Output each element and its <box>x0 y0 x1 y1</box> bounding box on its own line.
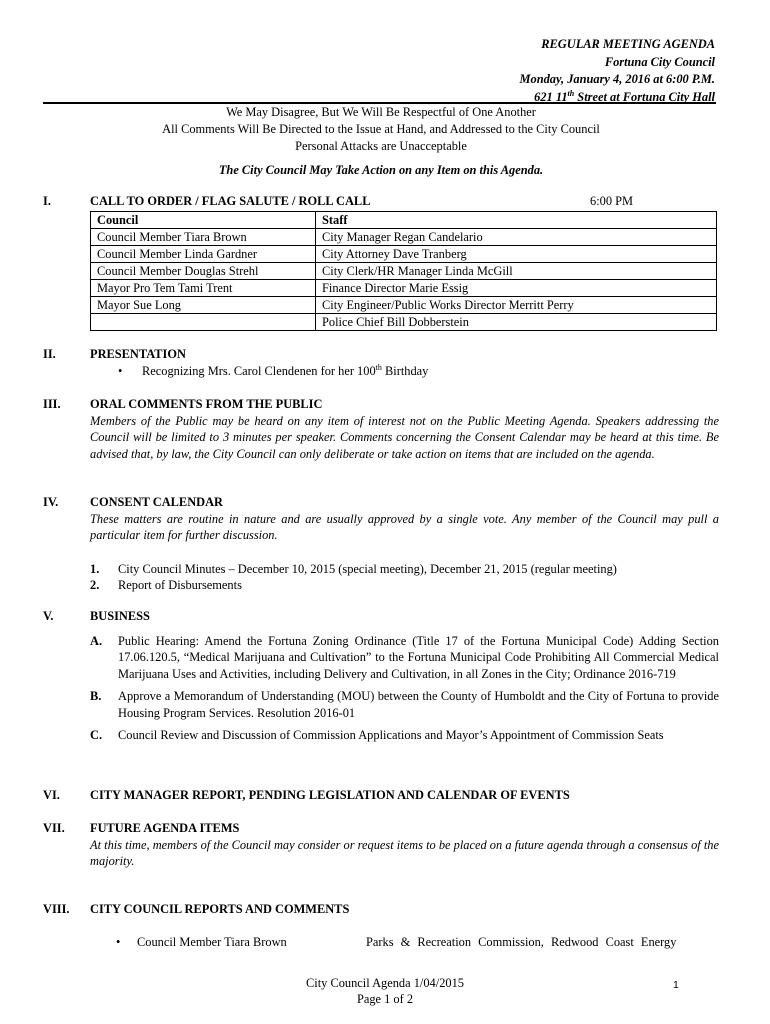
column-header-council: Council <box>91 211 316 228</box>
section-number: VI. <box>43 788 60 802</box>
section-consent-calendar <box>43 494 719 594</box>
list-item <box>90 934 719 951</box>
meeting-motto <box>43 104 719 155</box>
column-header-staff: Staff <box>316 211 717 228</box>
section-presentation <box>43 346 719 379</box>
agenda-header <box>519 36 715 106</box>
item-label: C. <box>90 728 103 742</box>
council-member: Council Member Douglas Strehl <box>91 262 316 279</box>
page-number: 1 <box>673 979 679 991</box>
staff-member: City Manager Regan Candelario <box>316 228 717 245</box>
staff-member: City Attorney Dave Tranberg <box>316 245 717 262</box>
motto-line: Personal Attacks are Unacceptable <box>295 139 467 153</box>
item-label: 2. <box>90 578 100 592</box>
council-member: Council Member Tiara Brown <box>91 228 316 245</box>
list-item <box>90 577 719 594</box>
section-title: CONSENT CALENDAR <box>90 495 223 509</box>
action-note: The City Council May Take Action on any Item on this Agenda. <box>218 163 544 177</box>
table-row <box>91 228 717 245</box>
staff-member: City Engineer/Public Works Director Merritt Perry <box>316 296 717 313</box>
section-number: III. <box>43 397 61 411</box>
section-title: BUSINESS <box>90 609 150 623</box>
section-number: VII. <box>43 821 65 835</box>
motto-line: We May Disagree, But We Will Be Respectful of One Another <box>226 105 536 119</box>
section-description: At this time, members of the Council may consider or request items to be placed on a future agenda through a consensus of the majority. <box>90 837 719 868</box>
section-number: V. <box>43 609 54 623</box>
section-oral-comments <box>43 396 719 462</box>
list-item <box>90 688 719 721</box>
table-row <box>91 279 717 296</box>
council-member: Council Member Linda Gardner <box>91 245 316 262</box>
section-title: CITY MANAGER REPORT, PENDING LEGISLATION AND CALENDAR OF EVENTS <box>90 788 570 802</box>
section-city-manager-report <box>43 787 719 804</box>
item-label: 1. <box>90 561 100 576</box>
council-member: Mayor Sue Long <box>91 296 316 313</box>
page-footer <box>0 975 770 1007</box>
section-council-reports <box>43 901 719 950</box>
list-item <box>90 633 719 683</box>
staff-member: Police Chief Bill Dobberstein <box>316 313 717 330</box>
header-title: REGULAR MEETING AGENDA <box>541 37 715 51</box>
item-text: Report of Disbursements <box>118 578 242 592</box>
footer-page-count: Page 1 of 2 <box>356 992 414 1006</box>
table-row <box>91 262 717 279</box>
roll-call-table <box>90 211 717 331</box>
section-title: FUTURE AGENDA ITEMS <box>90 821 240 835</box>
motto-line: All Comments Will Be Directed to the Issue at Hand, and Addressed to the City Council <box>162 122 600 136</box>
section-description: These matters are routine in nature and are usually approved by a single vote. Any member of the Council may pull a particular item for further discussion. <box>90 511 719 542</box>
section-title: PRESENTATION <box>90 347 186 361</box>
header-date: Monday, January 4, 2016 at 6:00 P.M. <box>519 72 715 86</box>
report-assignments: Parks & Recreation Commission, Redwood Coast Energy <box>366 934 677 949</box>
section-call-to-order <box>43 193 719 331</box>
section-number: VIII. <box>43 902 70 916</box>
item-label: B. <box>90 689 102 703</box>
item-text: Public Hearing: Amend the Fortuna Zoning Ordinance (Title 17 of the Fortuna Municipal Code) Adding Section 17.06.120.5, “Medical Marijuana and Cultivation” to the Fortuna Municipal Code Prohibiting All Commercial Medical Marijuana Uses and Activities, including Delivery and Cultivation, in all Zones in the City; Ordinance 2016-719 <box>118 633 719 681</box>
council-member: Mayor Pro Tem Tami Trent <box>91 279 316 296</box>
meeting-time: 6:00 PM <box>590 194 634 208</box>
section-title: CALL TO ORDER / FLAG SALUTE / ROLL CALL <box>90 194 371 208</box>
table-row <box>91 296 717 313</box>
item-text: Council Review and Discussion of Commission Applications and Mayor’s Appointment of Commission Seats <box>118 728 664 742</box>
table-row <box>91 245 717 262</box>
section-description: Members of the Public may be heard on any item of interest not on the Public Meeting Agenda. Speakers addressing the Council will be limited to 3 minutes per speaker. Comments concerning the Consent Calendar may be heard at this time. Be advised that, by law, the City Council can only deliberate or take action on items that are included on the agenda. <box>90 413 719 461</box>
section-business <box>43 608 719 744</box>
council-member <box>91 313 316 330</box>
section-number: IV. <box>43 495 59 509</box>
item-label: A. <box>90 633 103 648</box>
list-item <box>90 561 719 578</box>
section-title: ORAL COMMENTS FROM THE PUBLIC <box>90 397 323 411</box>
section-number: I. <box>43 194 51 208</box>
section-title: CITY COUNCIL REPORTS AND COMMENTS <box>90 902 350 916</box>
section-future-agenda <box>43 820 719 870</box>
list-item <box>90 727 719 744</box>
item-text: City Council Minutes – December 10, 2015 (special meeting), December 21, 2015 (regular meeting) <box>118 561 617 576</box>
header-body-name: Fortuna City Council <box>604 54 715 69</box>
list-item: • Recognizing Mrs. Carol Clendenen for her 100th Birthday <box>90 363 719 380</box>
header-location: 621 11th Street at Fortuna City Hall <box>534 88 715 104</box>
footer-document-title: City Council Agenda 1/04/2015 <box>306 976 464 990</box>
table-row <box>91 313 717 330</box>
item-text: Approve a Memorandum of Understanding (MOU) between the County of Humboldt and the City of Fortuna to provide Housing Program Services. Resolution 2016-01 <box>118 689 719 720</box>
section-number: II. <box>43 347 56 361</box>
table-header-row <box>91 211 717 228</box>
staff-member: Finance Director Marie Essig <box>316 279 717 296</box>
staff-member: City Clerk/HR Manager Linda McGill <box>316 262 717 279</box>
report-member: Council Member Tiara Brown <box>137 934 287 949</box>
